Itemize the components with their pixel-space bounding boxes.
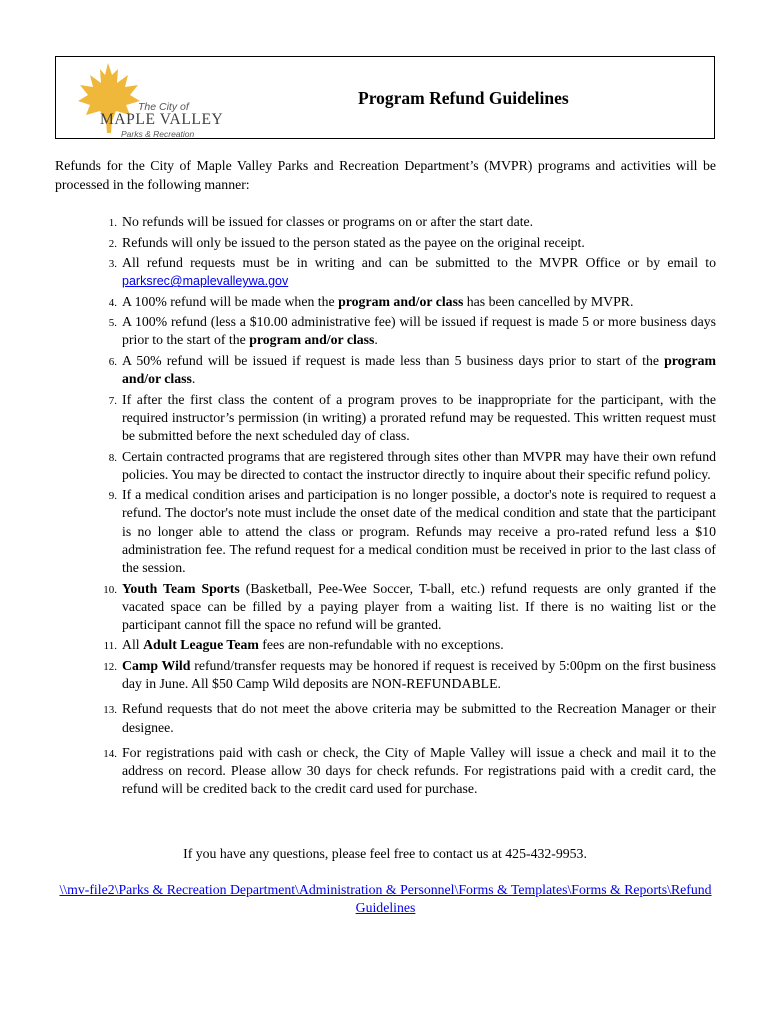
list-item-number: 2 .: [87, 235, 117, 253]
list-item-text: All refund requests must be in writing and can be submitted to the MVPR Office or by email to: [122, 255, 716, 270]
list-item-number: 6 .: [87, 353, 117, 371]
list-item: [55, 352, 716, 388]
list-item-text: If a medical condition arises and participation is no longer possible, a doctor's note is required to request a refund. The doctor's note must include the onset date of the medical condition and state that the participant is no longer able to attend the class or program. Refunds may receive a pro-rated refund less a $10 administration fee. The refund request for a medical condition must be received in prior to the last class of the session.: [122, 487, 716, 576]
logo-city-of: The City of: [138, 101, 189, 113]
emphasized-text: Youth Team Sports: [122, 580, 240, 596]
list-item-number: 11 .: [87, 637, 117, 655]
list-item-text: If after the first class the content of a program proves to be inappropriate for the participant, with the required instructor’s permission (in writing) a prorated refund may be requested. This written request must be submitted before the next scheduled day of class.: [122, 391, 716, 444]
list-item-text: Certain contracted programs that are registered through sites other than MVPR may have their own refund policies. You may be directed to contact the instructor directly to inquire about their specific refund policy.: [122, 448, 716, 482]
list-item-number: 12 .: [87, 658, 117, 676]
emphasized-text: program and/or class: [122, 352, 716, 387]
list-item-text: A 100% refund will be made when the: [122, 293, 339, 309]
emphasized-text: program and/or class: [249, 332, 375, 348]
list-item-text: No refunds will be issued for classes or programs on or after the start date.: [122, 214, 534, 229]
list-item: [55, 213, 716, 231]
list-item-text: refund/transfer requests may be honored if request is received by 5:00pm on the first business day in June. All $50 Camp Wild deposits are NON-REFUNDABLE.: [122, 657, 716, 692]
list-item: [55, 254, 716, 290]
list-item-number: 9 .: [87, 487, 117, 505]
list-item-number: 14 .: [87, 745, 117, 763]
list-item-text: (Basketball, Pee-Wee Soccer, T-ball, etc.) refund requests are only granted if the vacated space can be filled by a paying player from a waiting list. If there is no waiting list or the participant cannot fill the space no refund will be granted.: [122, 580, 716, 632]
list-item: [55, 234, 716, 252]
list-item: [55, 744, 716, 799]
list-item-number: 13 .: [87, 701, 117, 719]
list-item-number: 7 .: [87, 392, 117, 410]
list-item: [55, 636, 716, 654]
list-item-text: has been cancelled by MVPR.: [463, 293, 634, 309]
list-item-number: 3 .: [87, 255, 117, 273]
list-item: [55, 448, 716, 484]
list-item: [55, 313, 716, 349]
city-logo: [78, 61, 248, 137]
list-item-text: .: [374, 332, 378, 348]
file-path-link[interactable]: \\mv-file2\Parks & Recreation Department\Administration & Personnel\Forms & Templates\Forms & Reports\Refund Guidelines: [59, 882, 712, 915]
list-item: [55, 700, 716, 736]
list-item-number: 5 .: [87, 314, 117, 332]
emphasized-text: Adult League Team: [143, 637, 259, 653]
list-item-text: .: [191, 371, 196, 387]
list-item: [55, 580, 716, 635]
list-item-text: Refunds will only be issued to the person stated as the payee on the original receipt.: [122, 234, 585, 250]
logo-city-name: MAPLE VALLEY: [100, 111, 224, 128]
list-item-number: 4 .: [87, 294, 117, 312]
header-box: [55, 56, 715, 139]
refund-rules-list: [55, 213, 716, 801]
emphasized-text: Camp Wild: [122, 657, 191, 673]
list-item: [55, 293, 716, 311]
list-item: [55, 391, 716, 446]
list-item-text: A 100% refund (less a $10.00 administrative fee) will be issued if request is made 5 or more business days prior to the start of the: [122, 314, 716, 348]
list-item-number: 1 .: [87, 214, 117, 232]
list-item-text: A 50% refund will be issued if request is made less than 5 business days prior to start of the: [122, 352, 665, 368]
emphasized-text: program and/or class: [338, 293, 464, 309]
list-item-number: 10 .: [87, 581, 117, 599]
list-item-text: Refund requests that do not meet the above criteria may be submitted to the Recreation Manager or their designee.: [122, 701, 716, 735]
list-item-text: fees are non-refundable with no exceptions.: [258, 637, 504, 653]
list-item-number: 8 .: [87, 449, 117, 467]
list-item-text: All: [122, 637, 144, 653]
list-item: [55, 486, 716, 577]
list-item-text: For registrations paid with cash or check, the City of Maple Valley will issue a check and mail it to the address on record. Please allow 30 days for check refunds. For registrations paid with a credit card, the refund will be credited back to the credit card used for purchase.: [122, 744, 716, 797]
list-item: [55, 657, 716, 693]
intro-paragraph: Refunds for the City of Maple Valley Parks and Recreation Department’s (MVPR) programs and activities will be processed in the following manner:: [55, 158, 716, 192]
page-title: Program Refund Guidelines: [358, 88, 569, 108]
logo-department: Parks & Recreation: [121, 129, 195, 139]
contact-line: If you have any questions, please feel free to contact us at 425-432-9953.: [183, 846, 587, 861]
email-link[interactable]: parksrec@maplevalleywa.gov: [122, 274, 289, 289]
